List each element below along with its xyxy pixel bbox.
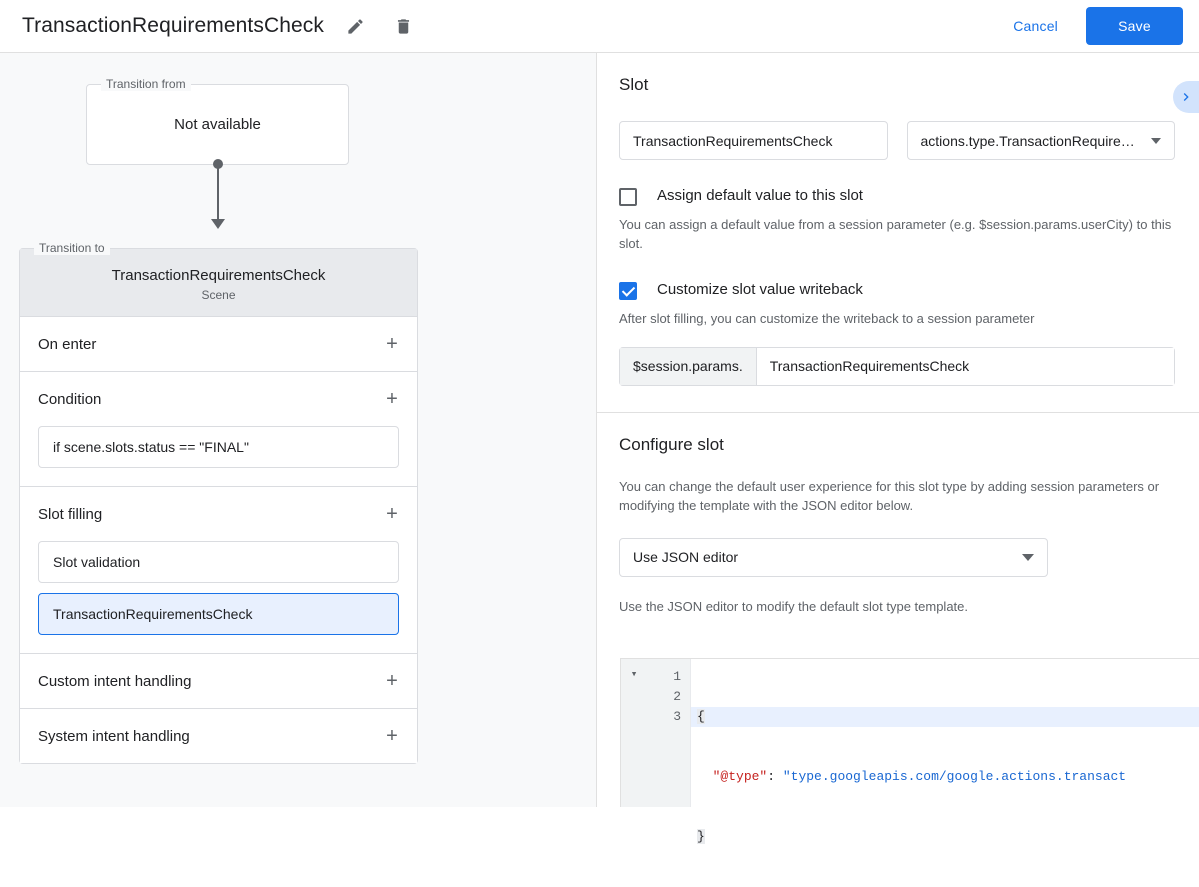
section-header-system-intent-handling[interactable] <box>20 709 417 763</box>
trash-icon[interactable] <box>386 9 420 43</box>
scene-type: Scene <box>201 288 236 302</box>
section-header-condition[interactable] <box>20 372 417 426</box>
section-label-slot-filling: Slot filling <box>38 505 103 523</box>
configure-mode-value: Use JSON editor <box>633 549 739 566</box>
line-number: 3 <box>673 709 681 724</box>
section-condition <box>20 372 417 487</box>
fold-toggle-icon[interactable]: ▾ <box>630 669 638 681</box>
json-line-2[interactable] <box>691 767 1199 787</box>
section-body-condition <box>20 426 417 486</box>
slot-name-input[interactable] <box>619 121 888 160</box>
assign-default-label: Assign default value to this slot <box>657 187 863 204</box>
line-number: 2 <box>673 689 681 704</box>
customize-writeback-label: Customize slot value writeback <box>657 280 863 298</box>
page-title: TransactionRequirementsCheck <box>22 14 324 37</box>
assign-default-row <box>619 187 1175 206</box>
configure-slot-description: You can change the default user experience for this slot type by adding session parameters or modifying the template with the JSON editor below. <box>619 478 1160 514</box>
scene-graph-pane <box>0 53 597 807</box>
section-body-slot-filling <box>20 541 417 653</box>
section-on-enter <box>20 317 417 372</box>
writeback-field[interactable] <box>619 347 1175 386</box>
json-editor-hint: Use the JSON editor to modify the default slot type template. <box>619 598 969 614</box>
section-custom-intent-handling <box>20 654 417 709</box>
connector-line <box>217 165 219 224</box>
section-label-custom-intent-handling: Custom intent handling <box>38 672 192 690</box>
configure-mode-select[interactable] <box>619 538 1048 577</box>
add-custom-intent-button[interactable]: + <box>386 670 398 692</box>
fold-gutter[interactable] <box>621 659 647 807</box>
slot-item-transaction-requirements-check[interactable]: TransactionRequirementsCheck <box>38 593 399 635</box>
scene-header[interactable] <box>20 249 417 317</box>
add-condition-button[interactable]: + <box>386 388 398 410</box>
customize-writeback-helper: After slot filling, you can customize the writeback to a session parameter <box>619 310 1035 326</box>
json-open-brace: { <box>697 709 705 724</box>
add-on-enter-button[interactable]: + <box>386 333 398 355</box>
json-close-brace: } <box>697 829 705 844</box>
slot-type-select[interactable] <box>907 121 1176 160</box>
slot-name-value: TransactionRequirementsCheck <box>633 132 833 149</box>
add-system-intent-button[interactable]: + <box>386 725 398 747</box>
writeback-prefix: $session.params. <box>620 348 757 385</box>
line-number: 1 <box>673 669 681 684</box>
slot-validation-item[interactable]: Slot validation <box>38 541 399 583</box>
customize-writeback-checkbox[interactable] <box>619 282 637 300</box>
json-string-value: "type.googleapis.com/google.actions.transact <box>782 769 1127 784</box>
section-slot-filling <box>20 487 417 654</box>
slot-fields-row <box>619 121 1175 160</box>
transition-to-card <box>19 241 418 764</box>
cancel-button[interactable]: Cancel <box>999 9 1072 43</box>
slot-type-value: actions.type.TransactionRequire… <box>920 132 1135 149</box>
assign-default-helper: You can assign a default value from a session parameter (e.g. $session.params.userCity) to this slot. <box>619 217 1172 251</box>
line-number-gutter <box>647 659 691 807</box>
customize-writeback-row <box>619 281 1175 300</box>
json-line-1[interactable] <box>691 707 1199 727</box>
json-line-3[interactable] <box>691 827 1199 847</box>
transition-from-box[interactable] <box>86 77 349 165</box>
json-key: "@type" <box>712 769 768 784</box>
top-app-bar <box>0 0 1199 53</box>
connector-arrow-icon <box>211 219 225 229</box>
save-button[interactable]: Save <box>1086 7 1183 45</box>
transition-from-legend: Transition from <box>101 77 191 91</box>
chevron-down-icon <box>1151 138 1161 144</box>
configure-slot-title: Configure slot <box>619 434 724 454</box>
slot-section <box>597 53 1199 413</box>
chevron-down-icon <box>1022 554 1034 561</box>
section-system-intent-handling <box>20 709 417 763</box>
section-label-on-enter: On enter <box>38 335 97 353</box>
condition-item[interactable]: if scene.slots.status == "FINAL" <box>38 426 399 468</box>
chevron-right-icon[interactable] <box>1173 81 1199 113</box>
section-label-system-intent-handling: System intent handling <box>38 727 190 745</box>
json-code-area[interactable] <box>691 659 1199 844</box>
slot-section-title: Slot <box>619 75 649 94</box>
section-header-on-enter[interactable] <box>20 317 417 371</box>
section-header-custom-intent-handling[interactable] <box>20 654 417 708</box>
json-editor[interactable] <box>620 658 1199 844</box>
transition-from-value: Not available <box>174 116 261 133</box>
transition-to-legend: Transition to <box>34 241 110 255</box>
assign-default-checkbox[interactable] <box>619 188 637 206</box>
writeback-value[interactable]: TransactionRequirementsCheck <box>757 348 1174 385</box>
json-colon: : <box>767 769 776 784</box>
pencil-icon[interactable] <box>338 9 372 43</box>
section-label-condition: Condition <box>38 390 102 408</box>
scene-name: TransactionRequirementsCheck <box>111 267 326 284</box>
section-header-slot-filling[interactable] <box>20 487 417 541</box>
add-slot-filling-button[interactable]: + <box>386 503 398 525</box>
configure-slot-section <box>597 413 1199 614</box>
